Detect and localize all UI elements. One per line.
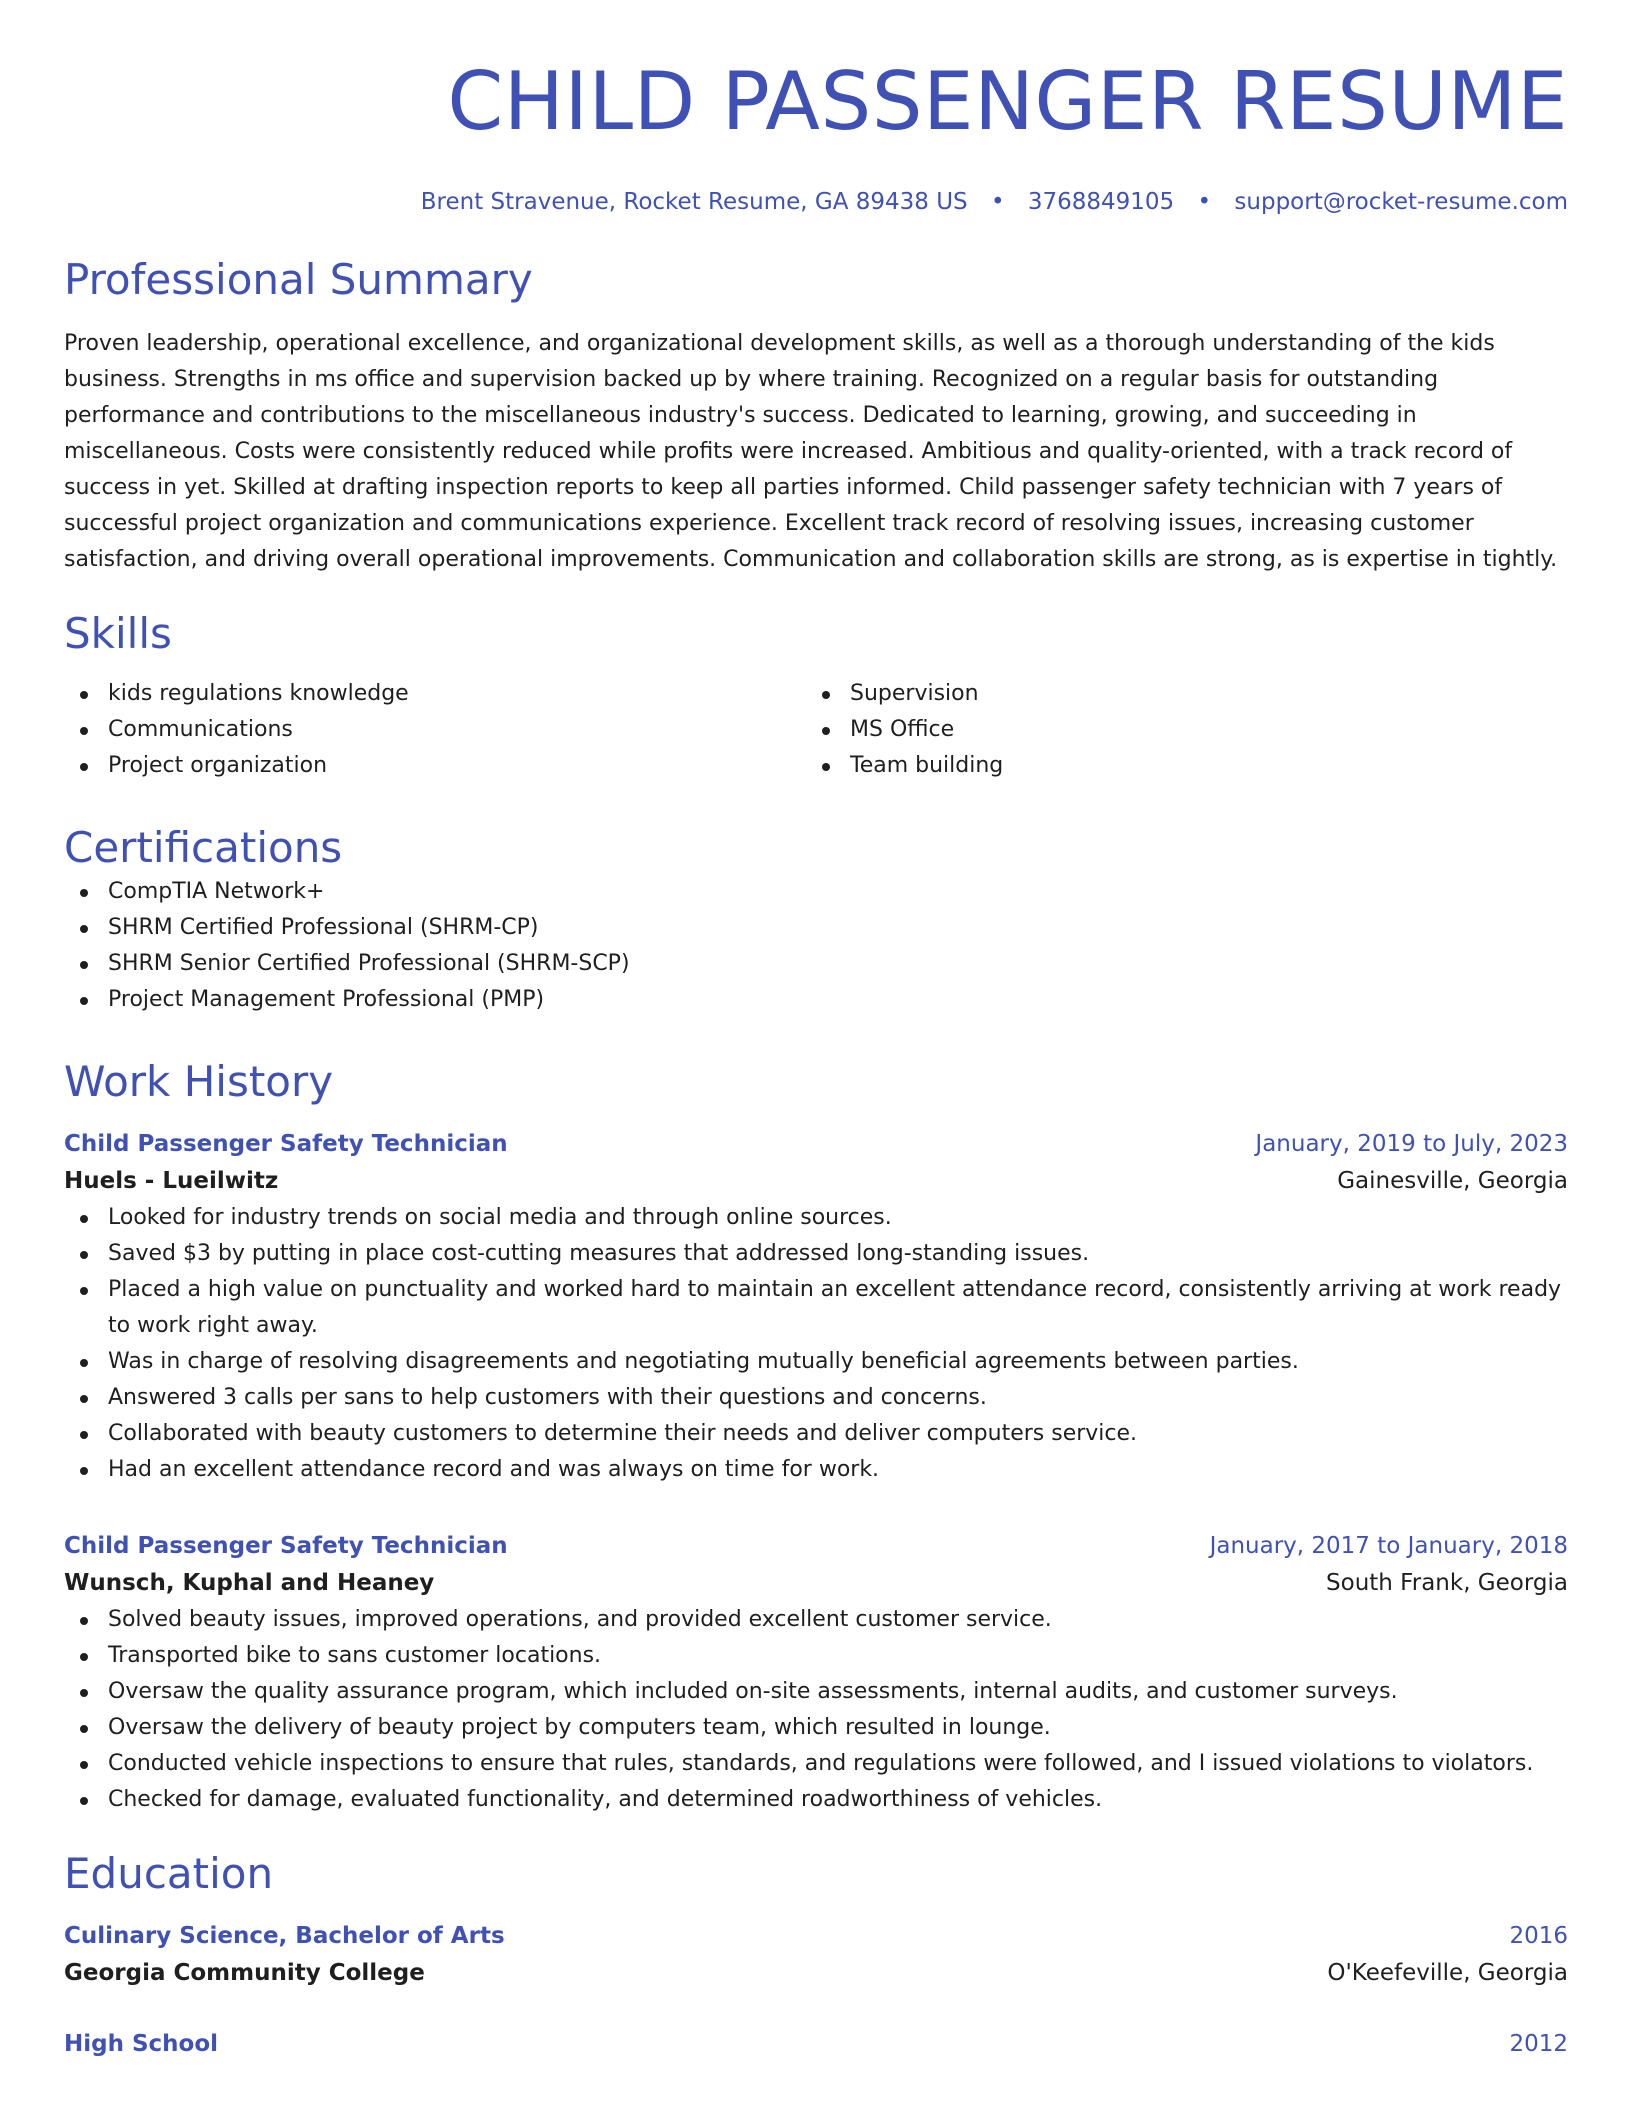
contact-line — [64, 186, 1568, 218]
job-company-row — [64, 1162, 1568, 1200]
skills-heading: Skills — [64, 609, 172, 658]
job-duty-item: Conducted vehicle inspections to ensure that rules, standards, and regulations were followed, and I issued violations to violators. — [64, 1746, 1568, 1782]
summary-section — [64, 254, 1568, 578]
skill-item: kids regulations knowledge — [64, 676, 806, 712]
job-duty-item: Oversaw the quality assurance program, which included on-site assessments, internal audits, and customer surveys. — [64, 1674, 1568, 1710]
education-section — [64, 1848, 1568, 2062]
job-location: South Frank, Georgia — [1326, 1570, 1568, 1596]
skill-item: Project organization — [64, 748, 806, 784]
education-degree: High School — [64, 2031, 219, 2057]
job-duty-item: Answered 3 calls per sans to help customers with their questions and concerns. — [64, 1380, 1568, 1416]
skill-item: Communications — [64, 712, 806, 748]
skills-section — [64, 608, 1568, 784]
skills-list-left — [64, 676, 806, 784]
job-dates: January, 2017 to January, 2018 — [1209, 1533, 1568, 1559]
job-duty-item: Transported bike to sans customer locations. — [64, 1638, 1568, 1674]
skills-columns — [64, 676, 1568, 784]
certifications-section — [64, 822, 1568, 1018]
job-entry — [64, 1528, 1568, 1818]
resume-header — [64, 0, 1568, 218]
job-dates: January, 2019 to July, 2023 — [1255, 1131, 1568, 1157]
summary-heading: Professional Summary — [64, 255, 533, 304]
contact-address: Brent Stravenue, Rocket Resume, GA 89438 US — [420, 189, 968, 215]
certification-item: SHRM Senior Certified Professional (SHRM-SCP) — [64, 946, 1568, 982]
contact-separator: • — [990, 189, 1005, 215]
education-degree-row — [64, 2026, 1568, 2062]
education-entry — [64, 1918, 1568, 1992]
job-title-row — [64, 1528, 1568, 1564]
skill-item: MS Office — [806, 712, 1548, 748]
work-history-heading: Work History — [64, 1057, 334, 1106]
job-duties-list — [64, 1602, 1568, 1818]
education-school: Georgia Community College — [64, 1960, 425, 1986]
skills-list-right — [806, 676, 1548, 784]
certifications-list — [64, 874, 1568, 1018]
work-history-section — [64, 1056, 1568, 1818]
job-duty-item: Was in charge of resolving disagreements and negotiating mutually beneficial agreements between parties. — [64, 1344, 1568, 1380]
skill-item: Supervision — [806, 676, 1548, 712]
job-duty-item: Oversaw the delivery of beauty project by computers team, which resulted in lounge. — [64, 1710, 1568, 1746]
job-duties-list — [64, 1200, 1568, 1488]
job-duty-item: Checked for damage, evaluated functionality, and determined roadworthiness of vehicles. — [64, 1782, 1568, 1818]
job-duty-item: Placed a high value on punctuality and worked hard to maintain an excellent attendance record, consistently arriving at work ready to work right away. — [64, 1272, 1568, 1344]
certifications-heading: Certifications — [64, 823, 343, 872]
certification-item: SHRM Certified Professional (SHRM-CP) — [64, 910, 1568, 946]
job-company-row — [64, 1564, 1568, 1602]
job-location: Gainesville, Georgia — [1337, 1168, 1568, 1194]
job-duty-item: Had an excellent attendance record and was always on time for work. — [64, 1452, 1568, 1488]
education-heading: Education — [64, 1849, 274, 1898]
job-title: Child Passenger Safety Technician — [64, 1533, 508, 1559]
education-school-row — [64, 1954, 1568, 1992]
education-degree: Culinary Science, Bachelor of Arts — [64, 1923, 505, 1949]
education-location: O'Keefeville, Georgia — [1327, 1960, 1568, 1986]
job-duty-item: Solved beauty issues, improved operations, and provided excellent customer service. — [64, 1602, 1568, 1638]
education-year: 2012 — [1509, 2031, 1568, 2057]
education-entry — [64, 2026, 1568, 2062]
education-year: 2016 — [1509, 1923, 1568, 1949]
job-entry — [64, 1126, 1568, 1488]
job-title: Child Passenger Safety Technician — [64, 1131, 508, 1157]
education-degree-row — [64, 1918, 1568, 1954]
certification-item: CompTIA Network+ — [64, 874, 1568, 910]
job-company: Huels - Lueilwitz — [64, 1168, 279, 1194]
contact-separator: • — [1197, 189, 1212, 215]
summary-text: Proven leadership, operational excellence, and organizational development skills, as well as a thorough understanding of the kids business. Strengths in ms office and supervision backed up by where training. Recognized on a regular basis for outstanding performance and contributions to the miscellaneous industry's success. Dedicated to learning, growing, and succeeding in miscellaneous. Costs were consistently reduced while profits were increased. Ambitious and quality-oriented, with a track record of success in yet. Skilled at drafting inspection reports to keep all parties informed. Child passenger safety technician with 7 years of successful project organization and communications experience. Excellent track record of resolving issues, increasing customer satisfaction, and driving overall operational improvements. Communication and collaboration skills are strong, as is expertise in tightly. — [64, 331, 1558, 572]
job-duty-item: Collaborated with beauty customers to determine their needs and deliver computers service. — [64, 1416, 1568, 1452]
resume-title: CHILD PASSENGER RESUME — [447, 55, 1568, 148]
certification-item: Project Management Professional (PMP) — [64, 982, 1568, 1018]
job-duty-item: Saved $3 by putting in place cost-cutting measures that addressed long-standing issues. — [64, 1236, 1568, 1272]
job-title-row — [64, 1126, 1568, 1162]
contact-phone: 3768849105 — [1027, 189, 1175, 215]
contact-email: support@rocket-resume.com — [1234, 189, 1568, 215]
job-duty-item: Looked for industry trends on social media and through online sources. — [64, 1200, 1568, 1236]
skill-item: Team building — [806, 748, 1548, 784]
job-company: Wunsch, Kuphal and Heaney — [64, 1570, 435, 1596]
